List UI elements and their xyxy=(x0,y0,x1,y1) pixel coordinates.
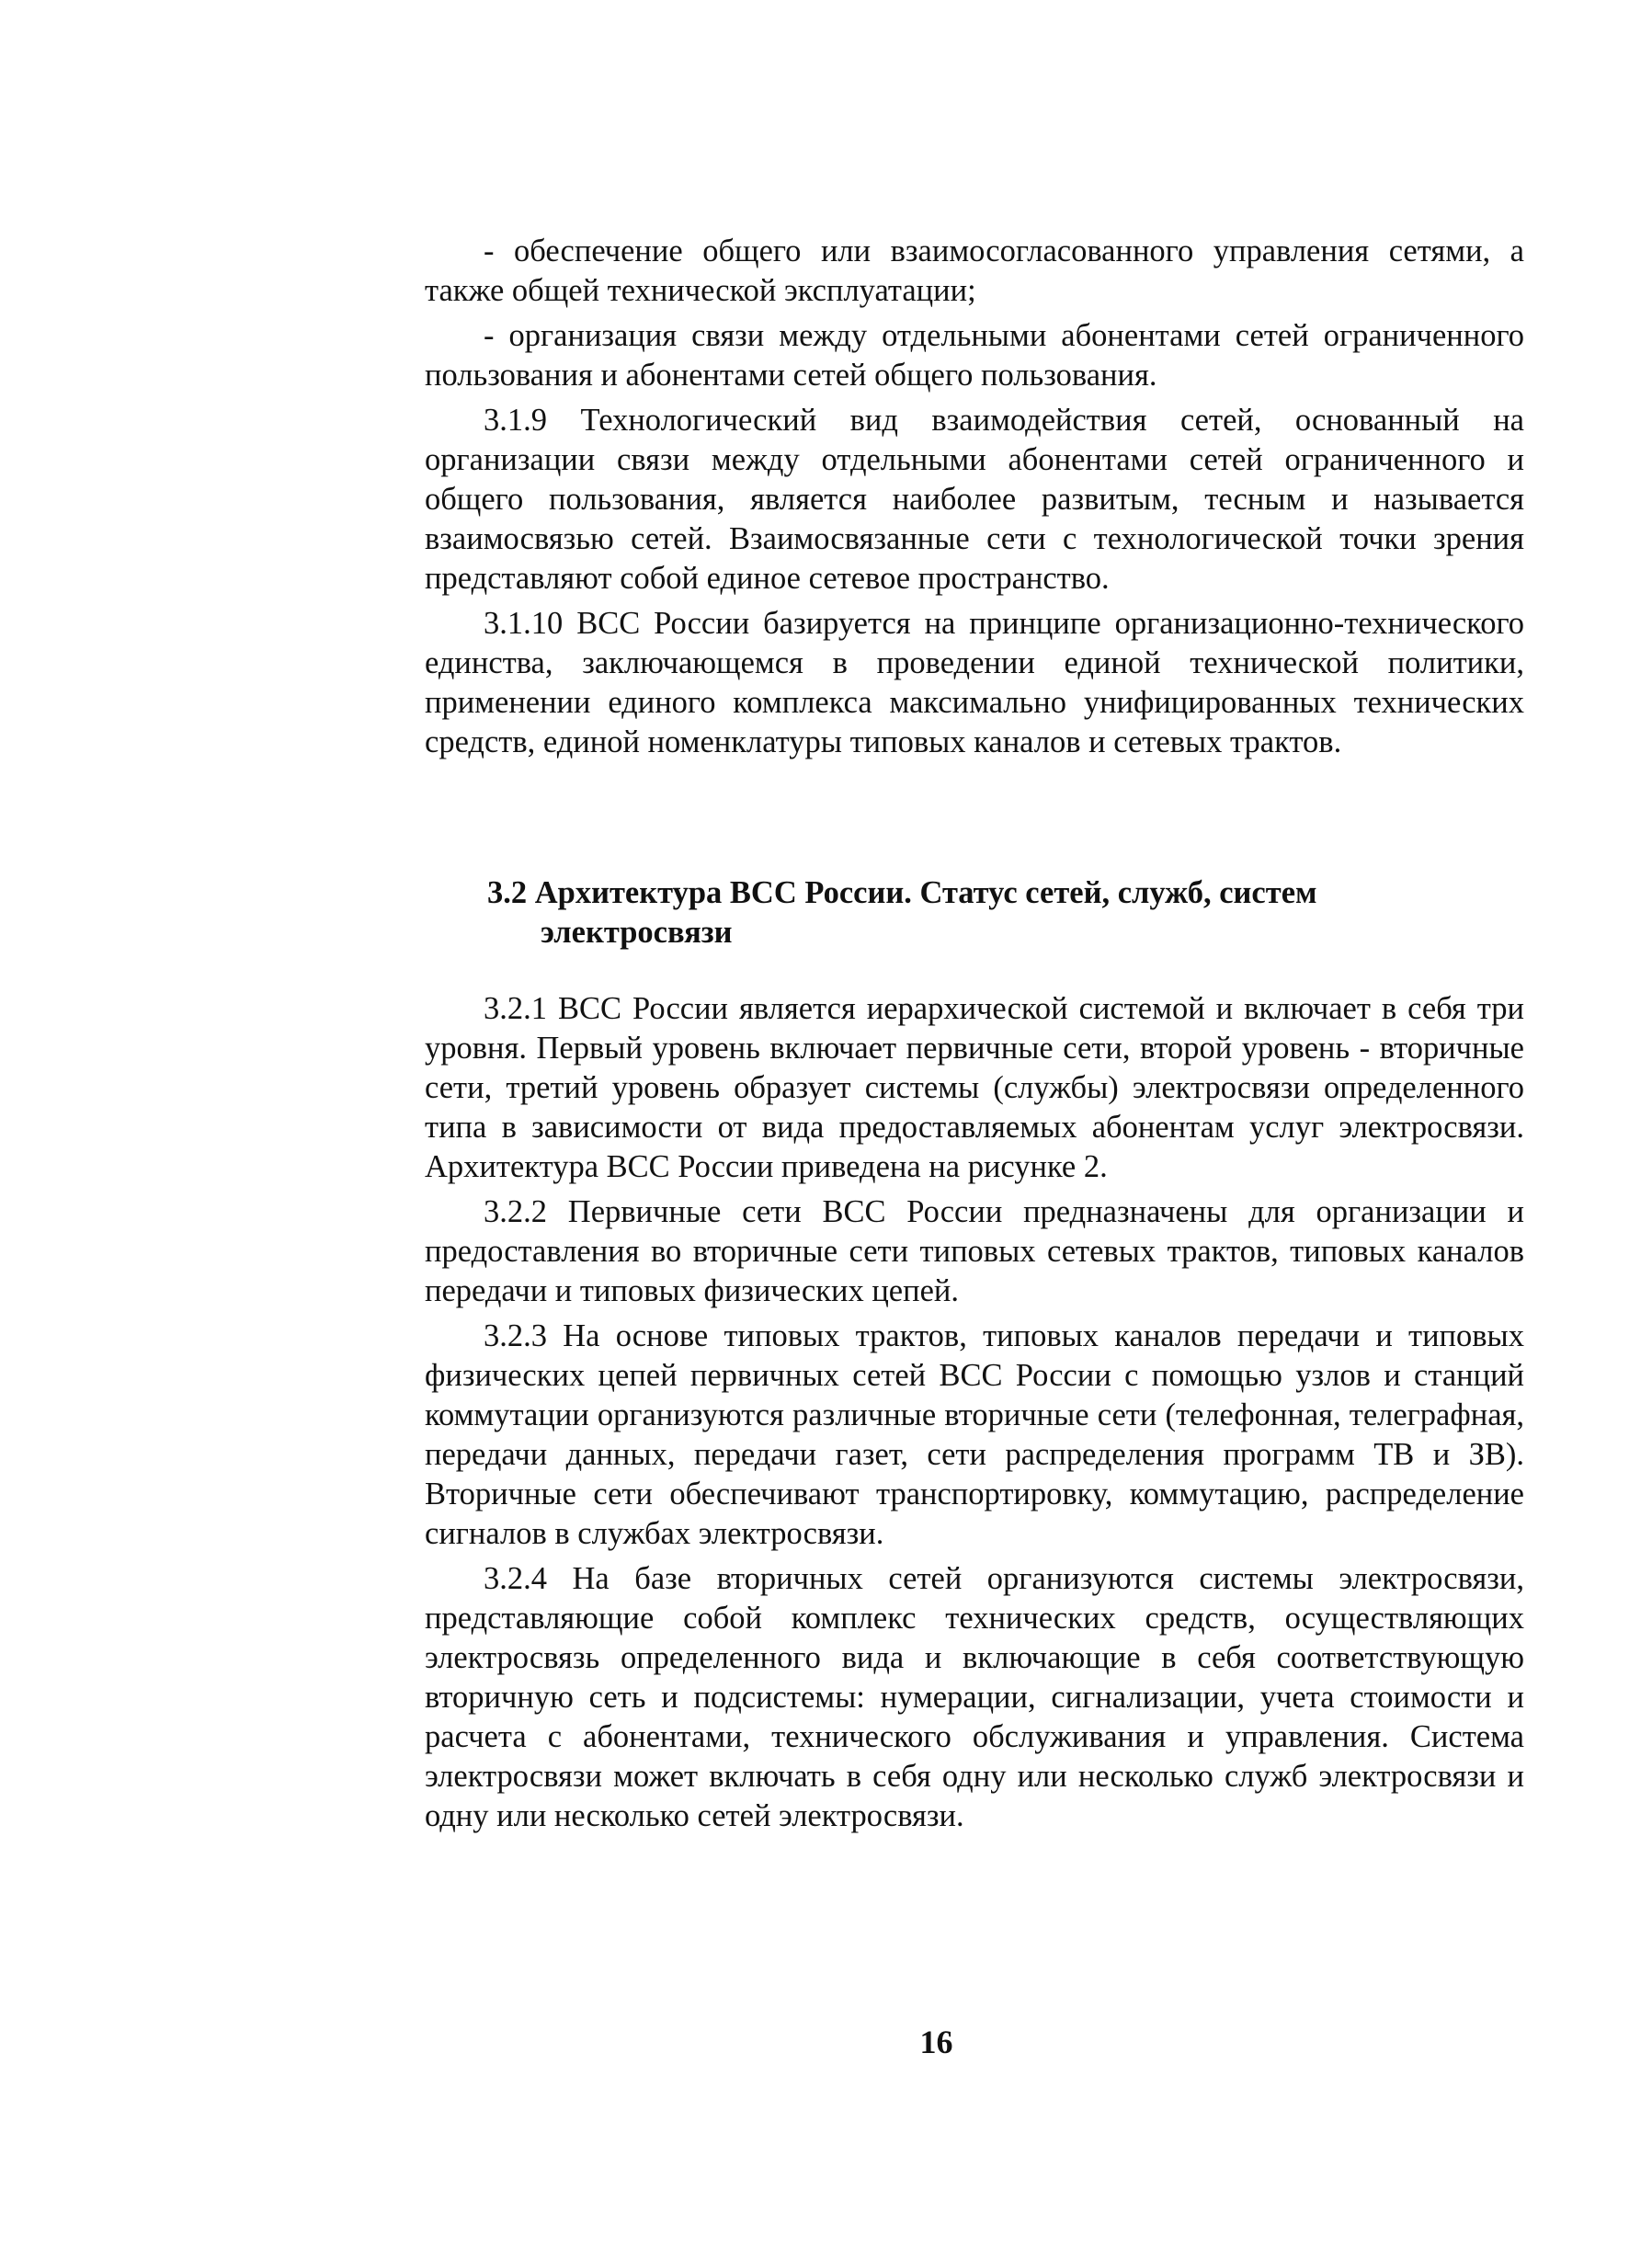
page-number: 16 xyxy=(919,2024,953,2060)
paragraph-3-1-9: 3.1.9 Технологический вид взаимодействия сетей, основанный на организации связи между отдельными абонентами сетей ограниченного и общего пользования, является наиболее развитым, тесным и называется взаимосвязью сетей. Взаимосвязанные сети с технологической точки зрения представляют собой единое сетевое пространство. xyxy=(425,403,1524,596)
section-heading xyxy=(487,873,1498,952)
paragraph-3-2-3: 3.2.3 На основе типовых трактов, типовых каналов передачи и типовых физических цепей первичных сетей ВСС России с помощью узлов и станций коммутации организуются различные вторичные сети (телефонная, телеграфная, передачи данных, передачи газет, сети распределения программ ТВ и ЗВ). Вторичные сети обеспечивают транспортировку, коммутацию, распределение сигналов в службах электросвязи. xyxy=(425,1318,1524,1551)
text-block-top xyxy=(425,232,1524,762)
section-heading-line1: 3.2 Архитектура ВСС России. Статус сетей, служб, систем xyxy=(487,875,1317,910)
paragraph-3-1-10: 3.1.10 ВСС России базируется на принципе организационно-технического единства, заключающемся в проведении единой технической политики, применении единого комплекса максимально унифицированных технических средств, единой номенклатуры типовых каналов и сетевых трактов. xyxy=(425,606,1524,759)
section-heading-line2: электросвязи xyxy=(541,915,733,950)
paragraph-bullet-communication: - организация связи между отдельными абонентами сетей ограниченного пользования и абонентами сетей общего пользования. xyxy=(425,318,1524,393)
text-block-bottom xyxy=(425,989,1524,1836)
paragraph-3-2-4: 3.2.4 На базе вторичных сетей организуются системы электросвязи, представляющие собой комплекс технических средств, осуществляющих электросвязь определенного вида и включающие в себя соответствующую вторичную сеть и подсистемы: нумерации, сигнализации, учета стоимости и расчета с абонентами, технического обслуживания и управления. Система электросвязи может включать в себя одну или несколько служб электросвязи и одну или несколько сетей электросвязи. xyxy=(425,1561,1524,1833)
paragraph-3-2-2: 3.2.2 Первичные сети ВСС России предназначены для организации и предоставления во вторичные сети типовых сетевых трактов, типовых каналов передачи и типовых физических цепей. xyxy=(425,1194,1524,1308)
paragraph-bullet-management: - обеспечение общего или взаимосогласованного управления сетями, а также общей технической эксплуатации; xyxy=(425,234,1524,308)
paragraph-3-2-1: 3.2.1 ВСС России является иерархической системой и включает в себя три уровня. Первый уровень включает первичные сети, второй уровень - вторичные сети, третий уровень образует системы (службы) электросвязи определенного типа в зависимости от вида предоставляемых абонентам услуг электросвязи. Архитектура ВСС России приведена на рисунке 2. xyxy=(425,991,1524,1184)
